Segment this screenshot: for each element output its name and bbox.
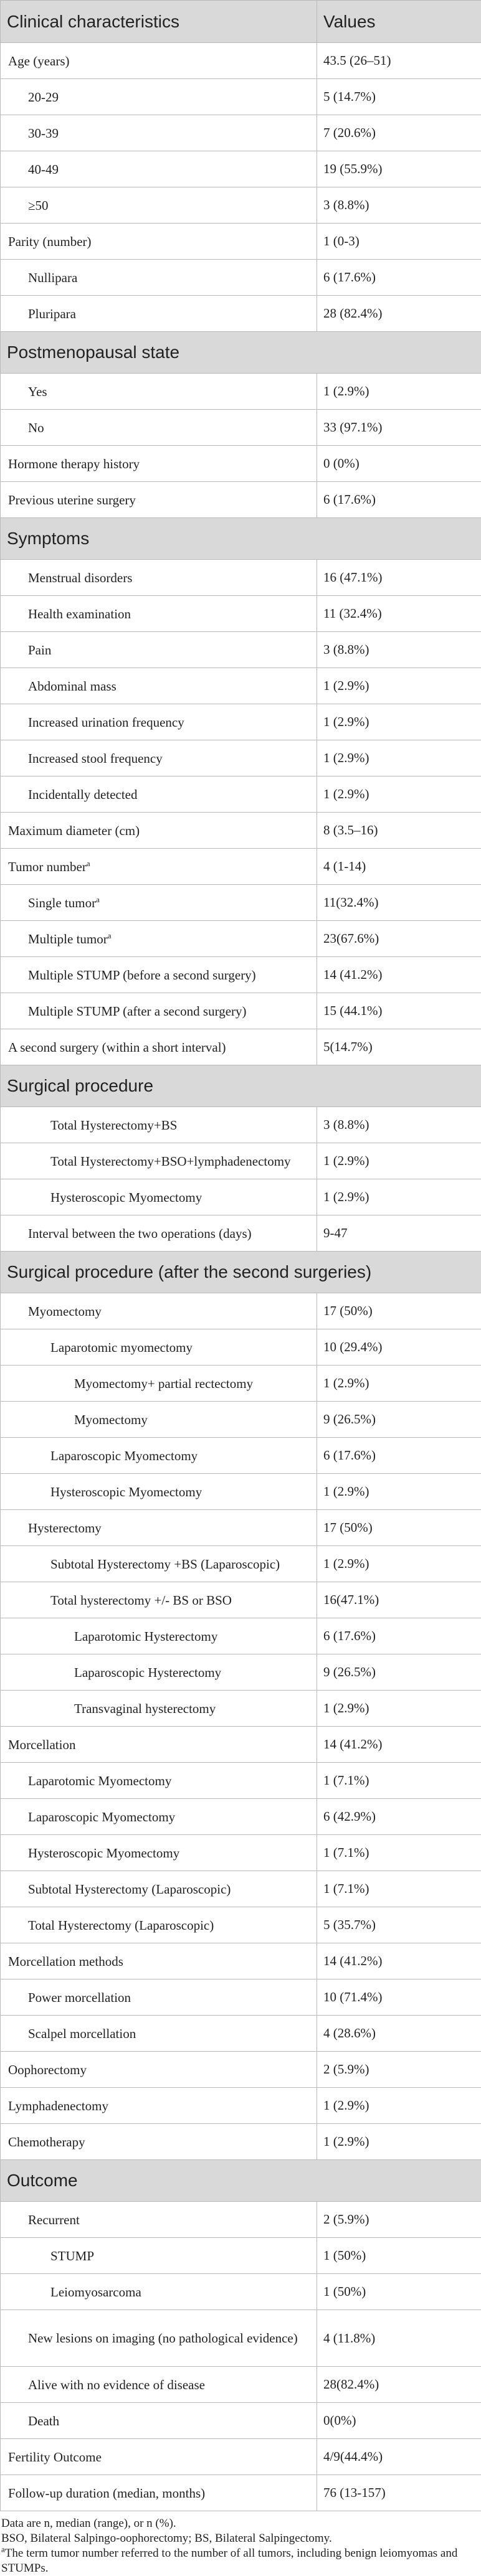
characteristic-label: Morcellation methods (8, 1954, 123, 1969)
value-cell: 1 (7.1%) (317, 1763, 481, 1799)
table-row (1, 410, 481, 446)
characteristic-cell (1, 993, 317, 1029)
table-row (1, 921, 481, 957)
section-header-row (1, 1065, 481, 1107)
section-title: Outcome (1, 2160, 481, 2202)
characteristic-cell (1, 1799, 317, 1835)
table-row (1, 79, 481, 115)
table-row (1, 1215, 481, 1252)
section-header-row (1, 332, 481, 374)
value-cell: 1 (2.9%) (317, 2124, 481, 2160)
characteristic-label: Single tumor (28, 895, 96, 910)
characteristic-label: Leiomyosarcoma (50, 2285, 141, 2300)
value-cell: 1 (2.9%) (317, 704, 481, 740)
characteristic-cell (1, 43, 317, 79)
value-cell: 11 (32.4%) (317, 596, 481, 632)
value-cell: 0(0%) (317, 2403, 481, 2439)
characteristic-label: 20-29 (28, 90, 59, 105)
header-clinical-characteristics: Clinical characteristics (1, 1, 317, 43)
value-cell: 3 (8.8%) (317, 1107, 481, 1143)
characteristic-cell (1, 1691, 317, 1727)
table-row (1, 1179, 481, 1215)
value-cell: 6 (17.6%) (317, 1618, 481, 1654)
value-cell: 23(67.6%) (317, 921, 481, 957)
characteristic-cell (1, 1143, 317, 1179)
value-cell: 6 (42.9%) (317, 1799, 481, 1835)
table-row (1, 849, 481, 885)
characteristic-label: Hysterectomy (28, 1521, 102, 1536)
table-row (1, 187, 481, 224)
table-row (1, 1943, 481, 1979)
characteristic-cell (1, 1835, 317, 1871)
characteristic-cell (1, 1546, 317, 1582)
characteristic-label: Menstrual disorders (28, 570, 132, 585)
footnote-marker: a (108, 931, 112, 940)
characteristic-cell (1, 1582, 317, 1618)
table-row (1, 1763, 481, 1799)
characteristic-label: Incidentally detected (28, 787, 138, 802)
value-cell: 17 (50%) (317, 1293, 481, 1329)
value-cell: 7 (20.6%) (317, 115, 481, 151)
characteristic-label: Health examination (28, 606, 131, 621)
value-cell: 1 (2.9%) (317, 374, 481, 410)
characteristic-label: Scalpel morcellation (28, 2026, 136, 2041)
characteristic-cell (1, 2124, 317, 2160)
characteristic-cell (1, 410, 317, 446)
characteristic-cell (1, 885, 317, 921)
table-row (1, 776, 481, 813)
characteristic-cell (1, 704, 317, 740)
table-row (1, 2088, 481, 2124)
table-row (1, 668, 481, 704)
value-cell: 1 (2.9%) (317, 1179, 481, 1215)
characteristic-cell (1, 2238, 317, 2274)
characteristic-label: Abdominal mass (28, 679, 117, 694)
table-row (1, 704, 481, 740)
characteristic-label: Myomectomy (28, 1304, 102, 1319)
characteristic-cell (1, 2052, 317, 2088)
characteristic-cell (1, 1763, 317, 1799)
header-values: Values (317, 1, 481, 43)
table-row (1, 2124, 481, 2160)
characteristic-cell (1, 1029, 317, 1065)
value-cell: 14 (41.2%) (317, 957, 481, 993)
characteristic-label: Recurrent (28, 2212, 80, 2227)
characteristic-label: Fertility Outcome (8, 2450, 102, 2465)
characteristic-label: New lesions on imaging (no pathological evidence) (28, 2331, 298, 2346)
characteristic-label: Pain (28, 643, 51, 658)
characteristic-cell (1, 187, 317, 224)
table-row (1, 1029, 481, 1065)
section-header-row (1, 2160, 481, 2202)
table-row (1, 1293, 481, 1329)
table-row (1, 2403, 481, 2439)
value-cell: 6 (17.6%) (317, 260, 481, 296)
value-cell: 6 (17.6%) (317, 482, 481, 518)
value-cell: 1 (2.9%) (317, 1143, 481, 1179)
value-cell: 17 (50%) (317, 1510, 481, 1546)
characteristic-label: Laparotomic myomectomy (50, 1340, 193, 1355)
section-title: Postmenopausal state (1, 332, 481, 374)
value-cell: 4 (1-14) (317, 849, 481, 885)
characteristic-label: Power morcellation (28, 1990, 131, 2005)
table-row (1, 1438, 481, 1474)
table-row (1, 224, 481, 260)
table-row (1, 1979, 481, 2016)
value-cell: 3 (8.8%) (317, 187, 481, 224)
characteristic-cell (1, 1329, 317, 1366)
footnote-data-format: Data are n, median (range), or n (%). (1, 2516, 479, 2531)
table-row (1, 632, 481, 668)
table-row (1, 296, 481, 332)
value-cell: 1 (2.9%) (317, 668, 481, 704)
value-cell: 1 (0-3) (317, 224, 481, 260)
characteristic-cell (1, 776, 317, 813)
characteristic-label: Transvaginal hysterectomy (74, 1701, 216, 1716)
characteristic-cell (1, 2367, 317, 2403)
characteristic-label: Pluripara (28, 306, 76, 321)
characteristic-cell (1, 632, 317, 668)
characteristic-cell (1, 2310, 317, 2367)
characteristic-label: Increased stool frequency (28, 751, 163, 766)
table-row (1, 2439, 481, 2475)
characteristic-label: STUMP (50, 2248, 94, 2263)
characteristic-label: Multiple tumor (28, 932, 108, 946)
value-cell: 4 (28.6%) (317, 2016, 481, 2052)
characteristic-label: Yes (28, 384, 47, 399)
characteristic-cell (1, 1727, 317, 1763)
characteristic-label: Total hysterectomy +/- BS or BSO (50, 1593, 232, 1608)
table-row (1, 2475, 481, 2511)
characteristic-cell (1, 2475, 317, 2511)
value-cell: 9 (26.5%) (317, 1402, 481, 1438)
characteristic-label: 40-49 (28, 162, 59, 177)
table-row (1, 1727, 481, 1763)
characteristic-cell (1, 1215, 317, 1252)
characteristic-cell (1, 1366, 317, 1402)
characteristic-cell (1, 957, 317, 993)
value-cell: 8 (3.5–16) (317, 813, 481, 849)
value-cell: 2 (5.9%) (317, 2202, 481, 2238)
characteristic-label: Myomectomy+ partial rectectomy (74, 1376, 253, 1391)
table-row (1, 2052, 481, 2088)
characteristic-label: Parity (number) (8, 234, 92, 249)
value-cell: 1 (2.9%) (317, 740, 481, 776)
value-cell: 33 (97.1%) (317, 410, 481, 446)
table-row (1, 885, 481, 921)
characteristic-label: Follow-up duration (median, months) (8, 2486, 205, 2501)
footnote-abbreviations: BSO, Bilateral Salpingo-oophorectomy; BS, Bilateral Salpingectomy. (1, 2531, 479, 2546)
characteristic-label: Interval between the two operations (days) (28, 1226, 252, 1241)
characteristic-label: Multiple STUMP (after a second surgery) (28, 1004, 247, 1019)
characteristic-cell (1, 446, 317, 482)
table-row (1, 1143, 481, 1179)
characteristic-cell (1, 849, 317, 885)
value-cell: 76 (13-157) (317, 2475, 481, 2511)
characteristic-label: Morcellation (8, 1737, 75, 1752)
characteristic-label: Laparotomic Hysterectomy (74, 1629, 217, 1644)
value-cell: 1 (2.9%) (317, 776, 481, 813)
table-row (1, 115, 481, 151)
value-cell: 4 (11.8%) (317, 2310, 481, 2367)
characteristic-cell (1, 2016, 317, 2052)
characteristic-label: Myomectomy (74, 1412, 148, 1427)
value-cell: 10 (29.4%) (317, 1329, 481, 1366)
characteristic-cell (1, 224, 317, 260)
characteristic-cell (1, 2274, 317, 2310)
value-cell: 28 (82.4%) (317, 296, 481, 332)
table-row (1, 374, 481, 410)
characteristic-cell (1, 560, 317, 596)
section-title: Surgical procedure (1, 1065, 481, 1107)
value-cell: 14 (41.2%) (317, 1727, 481, 1763)
table-row (1, 2238, 481, 2274)
value-cell: 0 (0%) (317, 446, 481, 482)
characteristic-label: Multiple STUMP (before a second surgery) (28, 968, 256, 983)
value-cell: 9 (26.5%) (317, 1654, 481, 1691)
characteristic-cell (1, 1654, 317, 1691)
characteristic-label: Laparoscopic Hysterectomy (74, 1665, 221, 1680)
table-row (1, 1402, 481, 1438)
characteristic-label: 30-39 (28, 126, 59, 141)
characteristic-label: Increased urination frequency (28, 715, 184, 730)
characteristic-cell (1, 1438, 317, 1474)
characteristic-cell (1, 1474, 317, 1510)
table-row (1, 2016, 481, 2052)
value-cell: 9-47 (317, 1215, 481, 1252)
characteristic-cell (1, 260, 317, 296)
value-cell: 1 (2.9%) (317, 1546, 481, 1582)
characteristic-label: Laparoscopic Myomectomy (50, 1448, 198, 1463)
characteristic-label: Tumor number (8, 859, 87, 874)
value-cell: 3 (8.8%) (317, 632, 481, 668)
table-row (1, 1618, 481, 1654)
value-cell: 11(32.4%) (317, 885, 481, 921)
table-row (1, 813, 481, 849)
table-row (1, 596, 481, 632)
table-header-row (1, 1, 481, 43)
characteristic-cell (1, 115, 317, 151)
table-row (1, 560, 481, 596)
value-cell: 15 (44.1%) (317, 993, 481, 1029)
characteristic-label: Laparotomic Myomectomy (28, 1773, 171, 1788)
value-cell: 43.5 (26–51) (317, 43, 481, 79)
characteristic-cell (1, 1402, 317, 1438)
characteristic-cell (1, 921, 317, 957)
value-cell: 1 (2.9%) (317, 1474, 481, 1510)
table-row (1, 1510, 481, 1546)
characteristic-label: Oophorectomy (8, 2062, 87, 2077)
characteristic-label: Chemotherapy (8, 2135, 85, 2149)
value-cell: 16(47.1%) (317, 1582, 481, 1618)
value-cell: 5 (35.7%) (317, 1907, 481, 1943)
characteristic-label: Death (28, 2413, 59, 2428)
characteristic-label: Subtotal Hysterectomy +BS (Laparoscopic) (50, 1557, 280, 1572)
characteristic-label: Nullipara (28, 270, 77, 285)
characteristic-label: A second surgery (within a short interval) (8, 1040, 226, 1055)
characteristic-label: Maximum diameter (cm) (8, 823, 140, 838)
characteristic-cell (1, 1943, 317, 1979)
table-row (1, 1799, 481, 1835)
characteristic-label: Age (years) (8, 54, 70, 68)
characteristic-cell (1, 1979, 317, 2016)
section-header-row (1, 518, 481, 560)
footnote-marker: a (87, 859, 90, 868)
footnote-marker: a (1, 2545, 5, 2554)
value-cell: 1 (2.9%) (317, 1366, 481, 1402)
value-cell: 1 (7.1%) (317, 1835, 481, 1871)
table-row (1, 1366, 481, 1402)
table-row (1, 1871, 481, 1907)
characteristic-cell (1, 596, 317, 632)
characteristic-cell (1, 374, 317, 410)
value-cell: 1 (2.9%) (317, 2088, 481, 2124)
value-cell: 10 (71.4%) (317, 1979, 481, 2016)
characteristic-cell (1, 2439, 317, 2475)
characteristic-label: Total Hysterectomy+BS (50, 1118, 177, 1133)
footnote-marker: a (96, 895, 100, 904)
section-title: Surgical procedure (after the second surgeries) (1, 1252, 481, 1293)
table-row (1, 2310, 481, 2367)
value-cell: 1 (50%) (317, 2238, 481, 2274)
characteristic-cell (1, 1179, 317, 1215)
characteristic-label: ≥50 (28, 198, 49, 213)
characteristic-cell (1, 813, 317, 849)
value-cell: 16 (47.1%) (317, 560, 481, 596)
table-row (1, 482, 481, 518)
table-row (1, 1835, 481, 1871)
characteristic-label: Hysteroscopic Myomectomy (50, 1484, 202, 1499)
value-cell: 14 (41.2%) (317, 1943, 481, 1979)
table-row (1, 993, 481, 1029)
table-body (1, 43, 481, 2511)
characteristic-cell (1, 482, 317, 518)
characteristic-label: Hysteroscopic Myomectomy (50, 1190, 202, 1205)
characteristic-label: Hysteroscopic Myomectomy (28, 1846, 179, 1861)
value-cell: 1 (50%) (317, 2274, 481, 2310)
table-row (1, 1329, 481, 1366)
table-row (1, 1691, 481, 1727)
table-row (1, 43, 481, 79)
table-row (1, 1107, 481, 1143)
characteristic-cell (1, 668, 317, 704)
value-cell: 5 (14.7%) (317, 79, 481, 115)
table-row (1, 1654, 481, 1691)
table-row (1, 446, 481, 482)
value-cell: 5(14.7%) (317, 1029, 481, 1065)
characteristic-cell (1, 2403, 317, 2439)
characteristic-label: Laparoscopic Myomectomy (28, 1809, 175, 1824)
value-cell: 6 (17.6%) (317, 1438, 481, 1474)
characteristic-label: Lymphadenectomy (8, 2098, 108, 2113)
value-cell: 1 (2.9%) (317, 1691, 481, 1727)
characteristic-cell (1, 1871, 317, 1907)
value-cell: 1 (7.1%) (317, 1871, 481, 1907)
characteristic-cell (1, 1618, 317, 1654)
characteristic-label: Total Hysterectomy+BSO+lymphadenectomy (50, 1154, 291, 1169)
characteristic-label: Hormone therapy history (8, 456, 140, 471)
table-row (1, 1582, 481, 1618)
characteristic-label: Subtotal Hysterectomy (Laparoscopic) (28, 1882, 231, 1897)
characteristic-cell (1, 1293, 317, 1329)
characteristic-cell (1, 151, 317, 187)
table-row (1, 2274, 481, 2310)
characteristic-cell (1, 740, 317, 776)
table-row (1, 1474, 481, 1510)
table-row (1, 2367, 481, 2403)
characteristic-cell (1, 296, 317, 332)
characteristic-label: Alive with no evidence of disease (28, 2377, 205, 2392)
section-header-row (1, 1252, 481, 1293)
table-row (1, 740, 481, 776)
value-cell: 4/9(44.4%) (317, 2439, 481, 2475)
table-row (1, 2202, 481, 2238)
footnote-tumor-number (1, 2546, 479, 2576)
table-footnotes (0, 2511, 481, 2576)
characteristic-label: Previous uterine surgery (8, 493, 136, 507)
characteristic-cell (1, 79, 317, 115)
footnote-tumor-number-text: The term tumor number referred to the number of all tumors, including benign leiomyomas and STUMPs. (1, 2547, 457, 2575)
characteristic-label: No (28, 420, 44, 435)
characteristic-label: Total Hysterectomy (Laparoscopic) (28, 1918, 214, 1933)
characteristic-cell (1, 1107, 317, 1143)
table-row (1, 1907, 481, 1943)
characteristic-cell (1, 2202, 317, 2238)
table-row (1, 957, 481, 993)
characteristic-cell (1, 2088, 317, 2124)
value-cell: 2 (5.9%) (317, 2052, 481, 2088)
value-cell: 28(82.4%) (317, 2367, 481, 2403)
table-row (1, 1546, 481, 1582)
table-row (1, 151, 481, 187)
section-title: Symptoms (1, 518, 481, 560)
characteristic-cell (1, 1510, 317, 1546)
table-row (1, 260, 481, 296)
value-cell: 19 (55.9%) (317, 151, 481, 187)
characteristic-cell (1, 1907, 317, 1943)
